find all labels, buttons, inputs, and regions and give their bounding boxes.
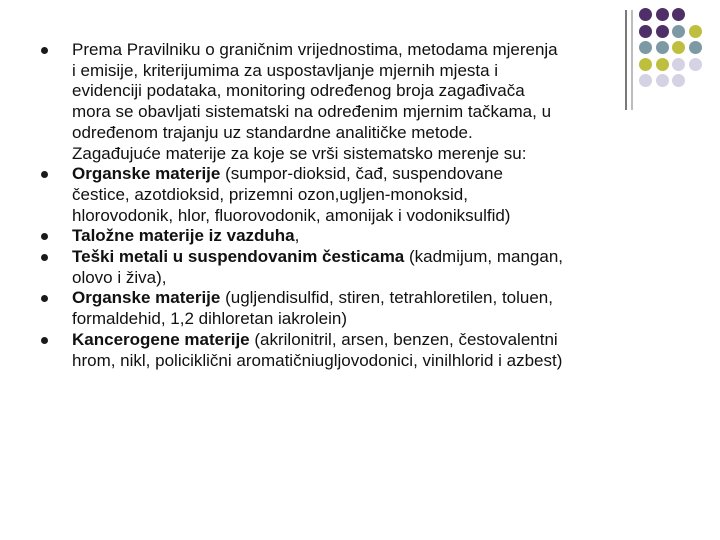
text-line [72,164,700,185]
item-text: (akrilonitril, arsen, benzen, čestovalentni [249,329,558,349]
item-text: (sumpor-dioksid, čađ, suspendovane [220,164,503,184]
text-line: hrom, nikl, policiklični aromatičniugljovodonici, vinilhlorid i azbest) [72,350,563,370]
item-heading: Teški metali u suspendovanim česticama [72,247,405,267]
text-line [72,330,700,351]
bullet-item-sediment [40,226,700,247]
text-line [72,288,700,309]
text-line: mora se obavljati sistematski na određenim mjernim tačkama, u [72,102,552,122]
text-line: evidenciji podataka, monitoring određenog broja zagađivača [72,81,525,101]
decorative-dot [689,25,702,38]
item-heading: Organske materije [72,288,221,308]
text-line: formaldehid, 1,2 dihloretan iakrolein) [72,309,347,329]
bullet-item-organic-1 [40,164,700,226]
text-line: hlorovodonik, hlor, fluorovodonik, amonijak i vodoniksulfid) [72,205,511,225]
item-text: (ugljendisulfid, stiren, tetrahloretilen, toluen, [220,288,553,308]
item-heading: Taložne materije iz vazduha [72,226,295,246]
decorative-dot [672,8,685,21]
bullet-list [40,40,700,371]
bullet-item-intro [40,40,700,164]
text-line: određenom trajanju uz standardne analitičke metode. [72,122,473,142]
bullet-item-heavy-metals [40,247,700,288]
decorative-dot [656,8,669,21]
text-line: čestice, azotdioksid, prizemni ozon,ugljen-monoksid, [72,184,468,204]
text-line [72,226,700,247]
decorative-dot [639,25,652,38]
text-line: i emisije, kriterijumima za uspostavljanje mjernih mjesta i [72,60,499,80]
bullet-item-carcinogenic [40,330,700,371]
item-text: (kadmijum, mangan, [404,247,563,267]
item-heading: Organske materije [72,164,221,184]
text-line: Prema Pravilniku o graničnim vrijednostima, metodama mjerenja [72,40,558,59]
decorative-dot [656,25,669,38]
bullet-item-organic-2 [40,288,700,329]
item-text: , [294,226,300,246]
text-line: olovo i živa), [72,267,167,287]
text-line [72,247,700,268]
item-heading: Kancerogene materije [72,329,250,349]
text-line: Zagađujuće materije za koje se vrši sistematsko merenje su: [72,143,527,163]
decorative-dot [639,8,652,21]
decorative-dot [672,25,685,38]
